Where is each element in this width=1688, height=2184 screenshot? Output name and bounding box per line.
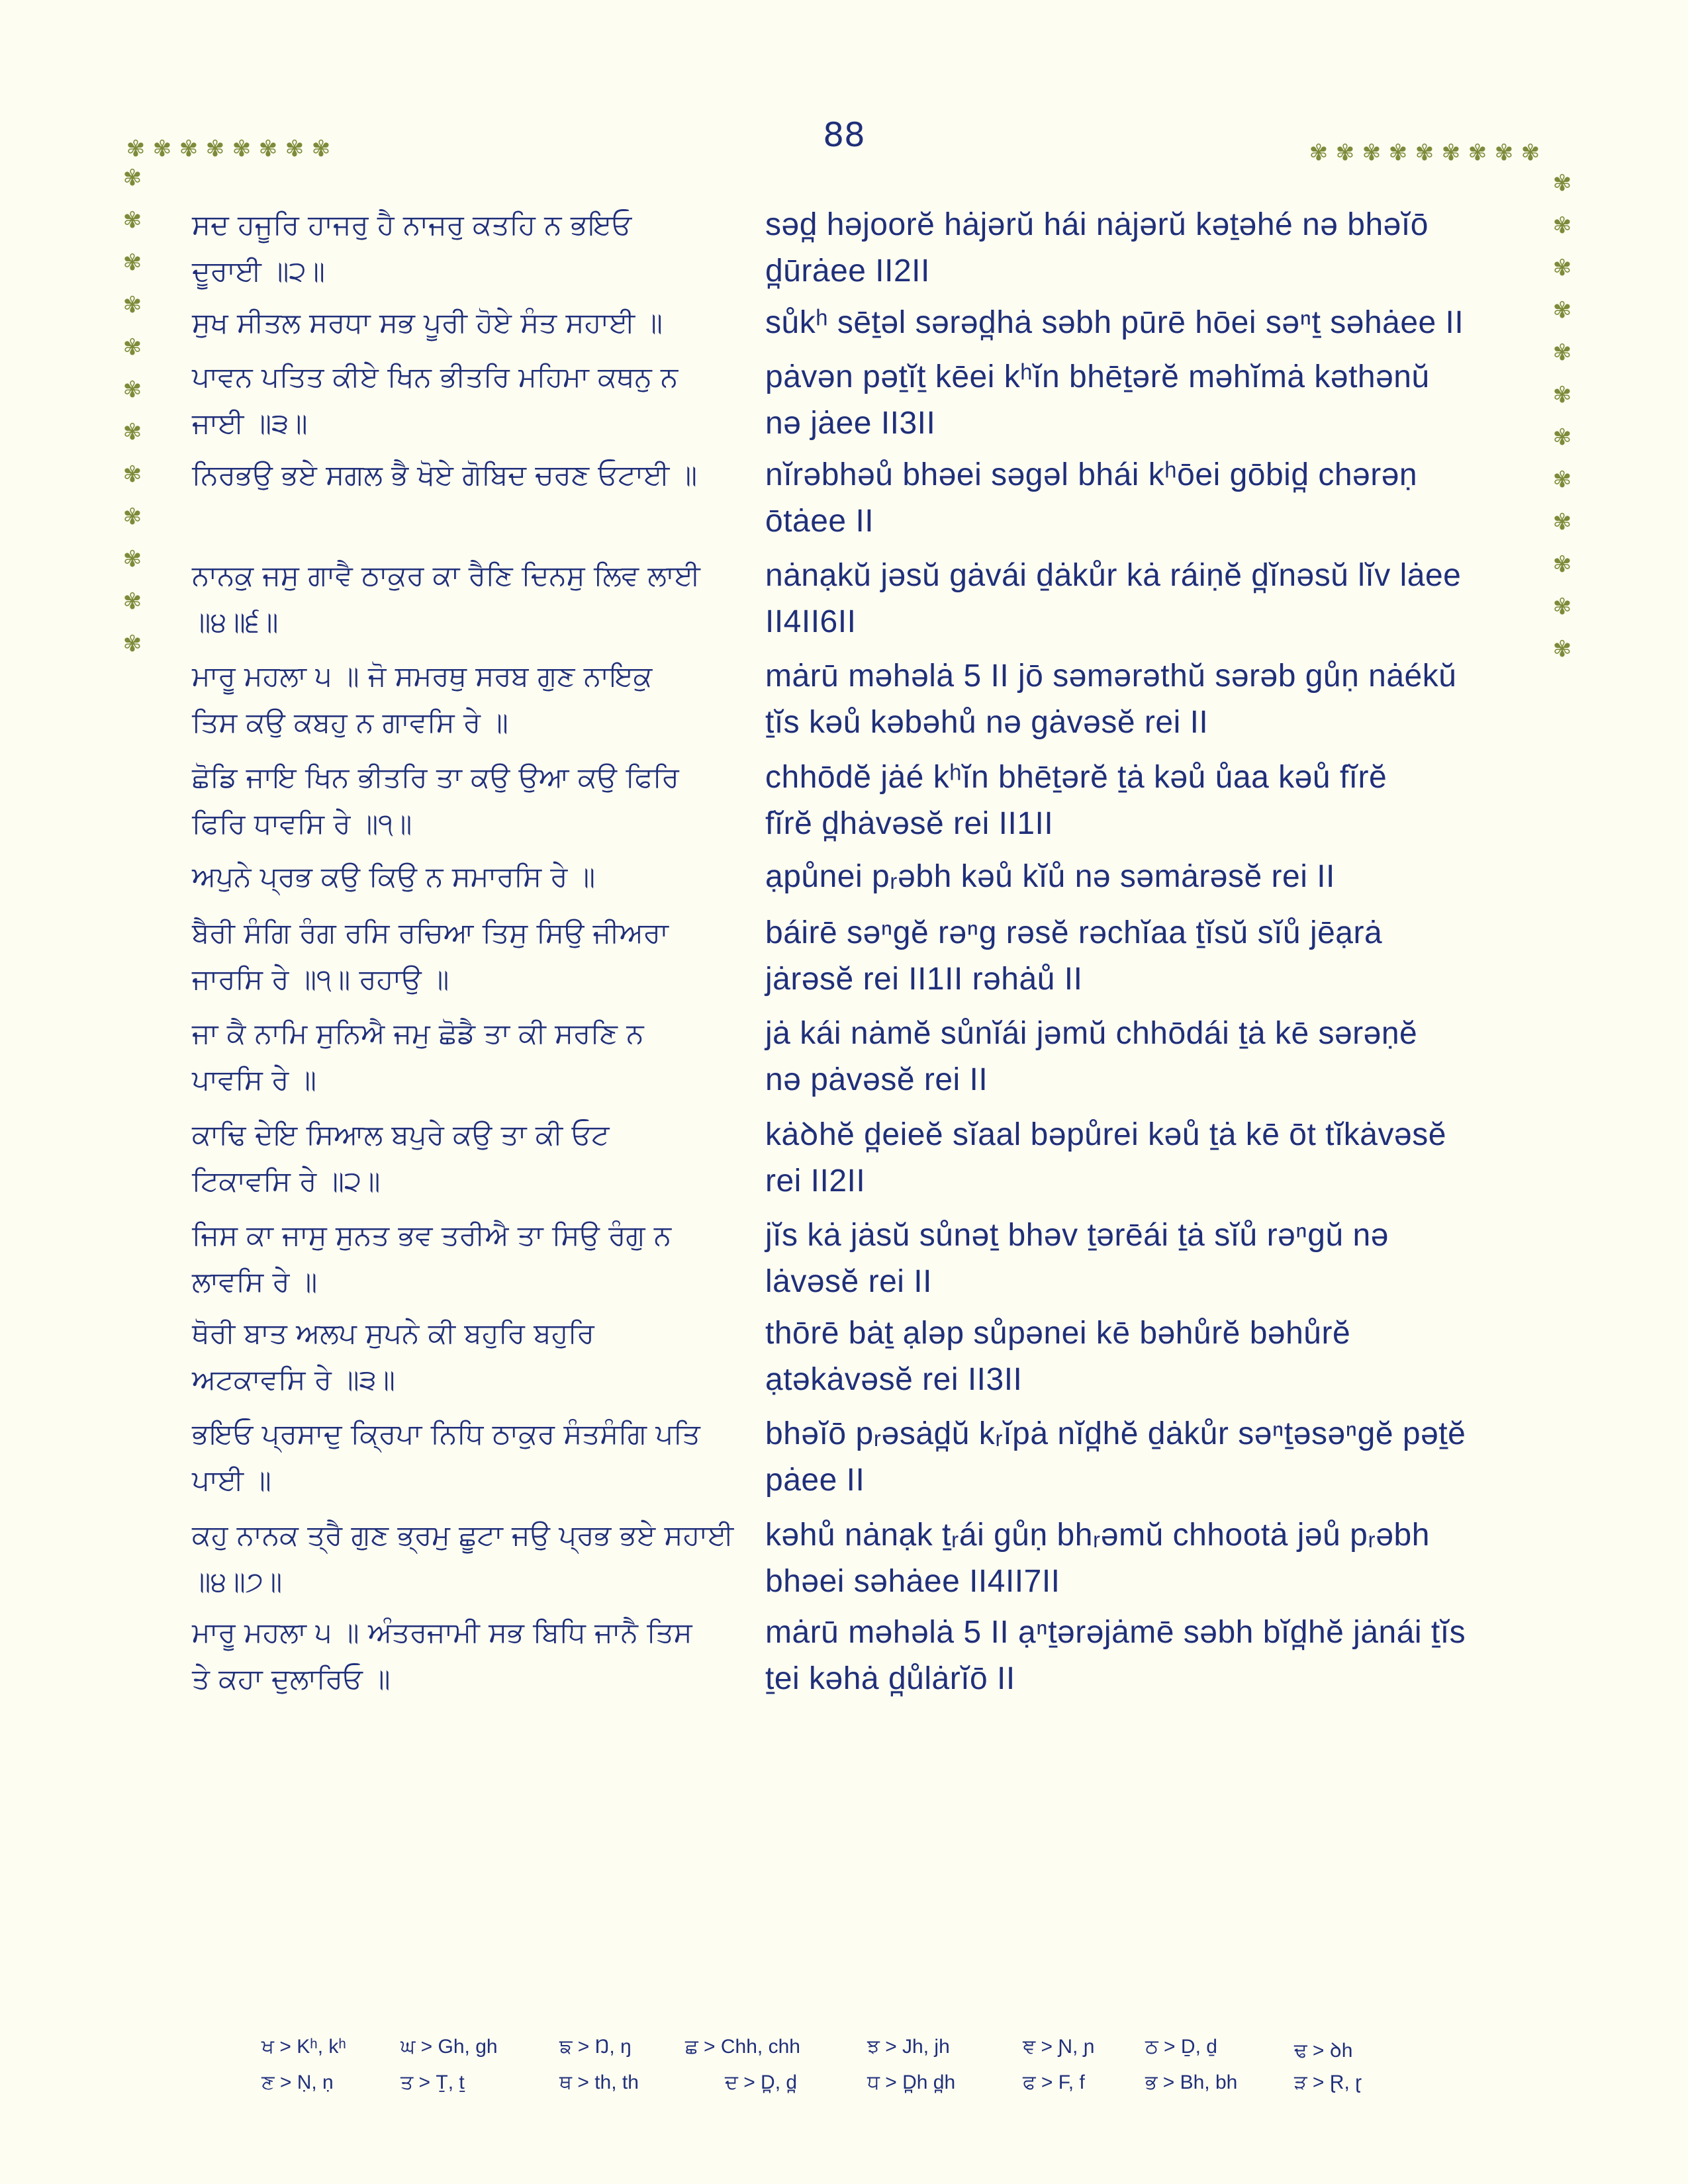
transliteration-text [765, 1112, 1526, 1205]
gurmukhi-text [192, 553, 741, 645]
flower-ornament-icon: ✾ [1552, 551, 1572, 578]
legend-item: ਥ > th, th [559, 2071, 639, 2093]
transliteration-line: mȧrū məhəlȧ 5 II jō səmərəthŭ sərəb gůṇ nȧékŭ [765, 659, 1457, 694]
legend-item: ਭ > Bh, bh [1145, 2071, 1238, 2093]
transliteration-text [765, 1411, 1526, 1504]
page-number: 88 [823, 116, 865, 154]
gurmukhi-line: ਨਾਨਕੁ ਜਸੁ ਗਾਵੈ ਠਾਕੁਰ ਕਾ ਰੈਣਿ ਦਿਨਸੁ ਲਿਵ ਲਾਈ [192, 559, 700, 592]
legend-item: ਣ > Ṇ, ṇ [261, 2071, 334, 2093]
transliteration-text [765, 354, 1526, 447]
flower-ornament-icon: ✾ [1552, 424, 1572, 451]
transliteration-line: ōtȧee II [765, 504, 874, 539]
flower-ornament-icon: ✾ [152, 136, 172, 162]
flower-ornament-icon: ✾ [122, 588, 142, 615]
gurmukhi-line: ਜਿਸ ਕਾ ਜਾਸੁ ਸੁਨਤ ਭਵ ਤਰੀਐ ਤਾ ਸਿਉ ਰੰਗੁ ਨ [192, 1219, 672, 1251]
gurmukhi-line: ਤੇ ਕਹਾ ਦੁਲਾਰਿਓ ॥ [192, 1662, 391, 1695]
transliteration-line: jȧ kái nȧmĕ sůnĭái jəmŭ chhōdái ṯȧ kē sərəṇĕ [765, 1016, 1418, 1051]
flower-ornament-icon: ✾ [1468, 140, 1487, 166]
gurmukhi-line: ਦੂਰਾਈ ॥੨॥ [192, 255, 325, 287]
transliteration-text [765, 1610, 1526, 1702]
flower-ornament-icon: ✾ [122, 250, 142, 276]
flower-ornament-icon: ✾ [232, 136, 252, 162]
transliteration-line: nə jȧee II3II [765, 406, 936, 441]
legend-row [261, 2036, 1453, 2071]
gurmukhi-line: ਨਿਰਭਉ ਭਏ ਸਗਲ ਭੈ ਖੋਏ ਗੋਬਿਦ ਚਰਣ ਓਟਾਈ ॥ [192, 459, 698, 491]
flower-ornament-icon: ✾ [1335, 140, 1355, 166]
transliteration-line: rei II2II [765, 1163, 866, 1199]
gurmukhi-text [192, 202, 741, 295]
gurmukhi-text [192, 1011, 741, 1103]
legend-item: ਛ > Chh, chh [685, 2036, 800, 2058]
legend-item: ਠ > Ḏ, ḏ [1145, 2036, 1217, 2058]
legend-item: ਞ > Ɲ, ɲ [1023, 2036, 1095, 2058]
gurmukhi-line: ਸੁਖ ਸੀਤਲ ਸਰਧਾ ਸਭ ਪੂਰੀ ਹੋਏ ਸੰਤ ਸਹਾਈ ॥ [192, 306, 663, 339]
flower-ornament-icon: ✾ [122, 165, 142, 191]
transliteration-text [765, 854, 1526, 900]
legend-item: ਙ > Ŋ, ŋ [559, 2036, 632, 2058]
gurmukhi-line: ਥੋਰੀ ਬਾਤ ਅਲਪ ਸੁਪਨੇ ਕੀ ਬਹੁਰਿ ਬਹੁਰਿ [192, 1317, 594, 1349]
flower-ornament-icon: ✾ [1552, 509, 1572, 535]
gurmukhi-text [192, 910, 741, 1003]
flower-ornament-icon: ✾ [205, 136, 225, 162]
legend-row [261, 2071, 1453, 2107]
transliteration-text [765, 1512, 1526, 1605]
gurmukhi-line: ਅਟਕਾਵਸਿ ਰੇ ॥੩॥ [192, 1363, 395, 1396]
gurmukhi-line: ॥੪॥੭॥ [192, 1565, 283, 1598]
gurmukhi-text [192, 300, 741, 346]
flower-ornament-icon: ✾ [1552, 212, 1572, 239]
transliteration-line: sůkʰ sēṯəl sərəd̪hȧ səbh pūrē hōei səⁿṯ səhȧee II [765, 305, 1464, 340]
gurmukhi-text [192, 854, 741, 900]
transliteration-line: jȧrəsĕ rei II1II rəhȧů II [765, 962, 1083, 997]
flower-ornament-icon: ✾ [179, 136, 199, 162]
flower-ornament-icon: ✾ [1552, 170, 1572, 197]
gurmukhi-text [192, 1610, 741, 1702]
legend-item: ਝ > Jh, jh [867, 2036, 950, 2058]
legend-item: ਤ > Ṯ, ṯ [400, 2071, 465, 2093]
flower-ornament-icon: ✾ [1552, 467, 1572, 493]
gurmukhi-line: ਭਇਓ ਪ੍ਰਸਾਦੁ ਕ੍ਰਿਪਾ ਨਿਧਿ ਠਾਕੁਰ ਸੰਤਸੰਗਿ ਪਤਿ [192, 1418, 700, 1450]
transliteration-line: báirē səⁿgĕ rəⁿg rəsĕ rəchĭaa ṯĭsŭ sĭů jēạrȧ [765, 915, 1383, 950]
gurmukhi-line: ਫਿਰਿ ਧਾਵਸਿ ਰੇ ॥੧॥ [192, 807, 412, 840]
flower-ornament-icon: ✾ [285, 136, 305, 162]
gurmukhi-line: ਜਾਰਸਿ ਰੇ ॥੧॥ ਰਹਾਉ ॥ [192, 963, 449, 995]
legend-item: ਦ > D̪, d̪ [725, 2071, 798, 2093]
transliteration-text [765, 653, 1526, 746]
flower-ornament-icon: ✾ [122, 461, 142, 488]
transliteration-line: pȧvən pəṯĭṯ kēei kʰĭn bhēṯərĕ məhĭmȧ kəthənŭ [765, 359, 1430, 394]
legend-item: ਢ > ꝺh [1294, 2040, 1353, 2062]
transliteration-line: d̪ūrȧee II2II [765, 253, 930, 289]
flower-ornament-icon: ✾ [122, 546, 142, 572]
flower-ornament-icon: ✾ [258, 136, 278, 162]
transliteration-line: nȧnạkŭ jəsŭ gȧvái ḏȧkůr kȧ ráiṇĕ d̪ĭnəsŭ lĭv lȧee [765, 558, 1462, 593]
transliteration-line: ạtəkȧvəsĕ rei II3II [765, 1362, 1023, 1397]
gurmukhi-line: ਟਿਕਾਵਸਿ ਰੇ ॥੨॥ [192, 1165, 381, 1197]
gurmukhi-line: ਪਾਵਨ ਪਤਿਤ ਕੀਏ ਖਿਨ ਭੀਤਰਿ ਮਹਿਮਾ ਕਥਨੁ ਨ [192, 361, 679, 393]
transliteration-line: ṯĭs kəů kəbəhů nə gȧvəsĕ rei II [765, 705, 1209, 740]
gurmukhi-line: ਮਾਰੂ ਮਹਲਾ ੫ ॥ ਜੋ ਸਮਰਥੁ ਸਰਬ ਗੁਣ ਨਾਇਕੁ [192, 660, 653, 692]
flower-ornament-icon: ✾ [1309, 140, 1329, 166]
flower-ornament-icon: ✾ [122, 419, 142, 445]
flower-ornament-icon: ✾ [122, 334, 142, 361]
transliteration-line: chhōdĕ jȧé kʰĭn bhēṯərĕ ṯȧ kəů ůaa kəů fĭrĕ [765, 760, 1387, 795]
transliteration-text [765, 910, 1526, 1003]
gurmukhi-line: ਕਾਢਿ ਦੇਇ ਸਿਆਲ ਬਪੁਰੇ ਕਉ ਤਾ ਕੀ ਓਟ [192, 1118, 610, 1151]
transliteration-text [765, 1011, 1526, 1103]
transliteration-text [765, 754, 1526, 847]
gurmukhi-line: ਮਾਰੂ ਮਹਲਾ ੫ ॥ ਅੰਤਰਜਾਮੀ ਸਭ ਬਿਧਿ ਜਾਨੈ ਤਿਸ [192, 1616, 692, 1649]
transliteration-text [765, 452, 1526, 545]
transliteration-line: II4II6II [765, 604, 857, 639]
flower-ornament-icon: ✾ [1552, 297, 1572, 324]
transliteration-text [765, 300, 1526, 346]
transliteration-line: bhəĭō pᵣəsȧd̪ŭ kᵣĭpȧ nĭd̪hĕ ḏȧkůr səⁿṯəsəⁿgĕ pəṯĕ [765, 1416, 1466, 1451]
transliteration-legend [261, 2036, 1453, 2107]
flower-ornament-icon: ✾ [122, 207, 142, 234]
gurmukhi-text [192, 754, 741, 847]
legend-item: ਧ > D̪h d̪h [867, 2071, 956, 2093]
transliteration-line: səd̪ həjoorĕ hȧjərŭ hái nȧjərŭ kəṯəhé nə bhəĭō [765, 207, 1429, 242]
gurmukhi-line: ਛੋਡਿ ਜਾਇ ਖਿਨ ਭੀਤਰਿ ਤਾ ਕਉ ਉਆ ਕਉ ਫਿਰਿ [192, 761, 679, 794]
transliteration-line: mȧrū məhəlȧ 5 II ạⁿṯərəjȧmē səbh bĭd̪hĕ jȧnái ṯĭs [765, 1615, 1466, 1650]
transliteration-line: thōrē bȧṯ ạləp sůpənei kē bəhůrĕ bəhůrĕ [765, 1316, 1351, 1351]
gurmukhi-line: ਲਾਵਸਿ ਰੇ ॥ [192, 1265, 318, 1298]
gurmukhi-text [192, 1411, 741, 1504]
flower-ornament-icon: ✾ [1552, 636, 1572, 662]
flower-ornament-icon: ✾ [126, 136, 146, 162]
gurmukhi-text [192, 354, 741, 447]
transliteration-line: kəhů nȧnạk ṯᵣái gůṇ bhᵣəmŭ chhootȧ jəů pᵣəbh [765, 1518, 1430, 1553]
flower-ornament-icon: ✾ [1441, 140, 1461, 166]
flower-ornament-icon: ✾ [1552, 340, 1572, 366]
flower-ornament-icon: ✾ [122, 377, 142, 403]
gurmukhi-line: ਜਾ ਕੈ ਨਾਮਿ ਸੁਨਿਐ ਜਮੁ ਛੋਡੈ ਤਾ ਕੀ ਸਰਣਿ ਨ [192, 1017, 644, 1050]
flower-ornament-icon: ✾ [122, 504, 142, 530]
gurmukhi-line: ਜਾਈ ॥੩॥ [192, 407, 308, 439]
legend-item: ਘ > Gh, gh [400, 2036, 498, 2058]
transliteration-line: pȧee II [765, 1463, 865, 1498]
gurmukhi-text [192, 653, 741, 746]
flower-ornament-icon: ✾ [1494, 140, 1514, 166]
flower-ornament-icon: ✾ [1362, 140, 1382, 166]
flower-ornament-icon: ✾ [1552, 382, 1572, 408]
gurmukhi-line: ਪਾਈ ॥ [192, 1464, 271, 1496]
gurmukhi-line: ਤਿਸ ਕਉ ਕਬਹੁ ਨ ਗਾਵਸਿ ਰੇ ॥ [192, 706, 508, 739]
transliteration-line: jĭs kȧ jȧsŭ sůnəṯ bhəv ṯərēái ṯȧ sĭů rəⁿgŭ nə [765, 1218, 1389, 1253]
gurmukhi-text [192, 1212, 741, 1305]
legend-item: ਫ > F, f [1023, 2071, 1085, 2093]
gurmukhi-text [192, 1512, 741, 1605]
flower-ornament-icon: ✾ [1552, 255, 1572, 281]
transliteration-line: fĭrĕ d̪hȧvəsĕ rei II1II [765, 806, 1054, 841]
gurmukhi-text [192, 1310, 741, 1403]
gurmukhi-line: ਅਪੁਨੇ ਪ੍ਰਭ ਕਉ ਕਿਉ ਨ ਸਮਾਰਸਿ ਰੇ ॥ [192, 860, 596, 893]
flower-ornament-icon: ✾ [1552, 594, 1572, 620]
flower-ornament-icon: ✾ [311, 136, 331, 162]
legend-item: ੜ > Ɽ, ɽ [1294, 2071, 1362, 2093]
transliteration-line: ạpůnei pᵣəbh kəů kĭů nə səmȧrəsĕ rei II [765, 859, 1335, 894]
legend-item: ਖ > Kʰ, kʰ [261, 2036, 346, 2058]
transliteration-text [765, 202, 1526, 295]
transliteration-text [765, 553, 1526, 645]
gurmukhi-line: ਸਦ ਹਜੂਰਿ ਹਾਜਰੁ ਹੈ ਨਾਜਰੁ ਕਤਹਿ ਨ ਭਇਓ [192, 208, 632, 241]
flower-ornament-icon: ✾ [1388, 140, 1408, 166]
gurmukhi-text [192, 1112, 741, 1205]
gurmukhi-line: ਪਾਵਸਿ ਰੇ ॥ [192, 1064, 316, 1096]
transliteration-line: bhəei səhȧee II4II7II [765, 1564, 1060, 1599]
gurmukhi-line: ॥੪॥੬॥ [192, 606, 279, 638]
gurmukhi-text [192, 452, 741, 498]
transliteration-text [765, 1212, 1526, 1305]
gurmukhi-line: ਕਹੁ ਨਾਨਕ ਤ੍ਰੈ ਗੁਣ ਭ੍ਰਮੁ ਛੂਟਾ ਜਉ ਪ੍ਰਭ ਭਏ ਸਹਾਈ [192, 1519, 734, 1551]
flower-ornament-icon: ✾ [1521, 140, 1540, 166]
transliteration-line: ṯei kəhȧ d̪ůlȧrĭō II [765, 1661, 1015, 1696]
flower-ornament-icon: ✾ [122, 631, 142, 657]
transliteration-line: nĭrəbhəů bhəei səgəl bhái kʰōei gōbid̪ chərəṇ [765, 457, 1418, 492]
transliteration-text [765, 1310, 1526, 1403]
gurmukhi-line: ਬੈਰੀ ਸੰਗਿ ਰੰਗ ਰਸਿ ਰਚਿਆ ਤਿਸੁ ਸਿਉ ਜੀਅਰਾ [192, 917, 669, 949]
flower-ornament-icon: ✾ [1415, 140, 1434, 166]
transliteration-line: lȧvəsĕ rei II [765, 1264, 932, 1299]
transliteration-line: nə pȧvəsĕ rei II [765, 1062, 988, 1097]
flower-ornament-icon: ✾ [122, 292, 142, 318]
transliteration-line: kȧꝺhĕ d̪eieĕ sĭaal bəpůrei kəů ṯȧ kē ōt tĭkȧvəsĕ [765, 1117, 1446, 1152]
